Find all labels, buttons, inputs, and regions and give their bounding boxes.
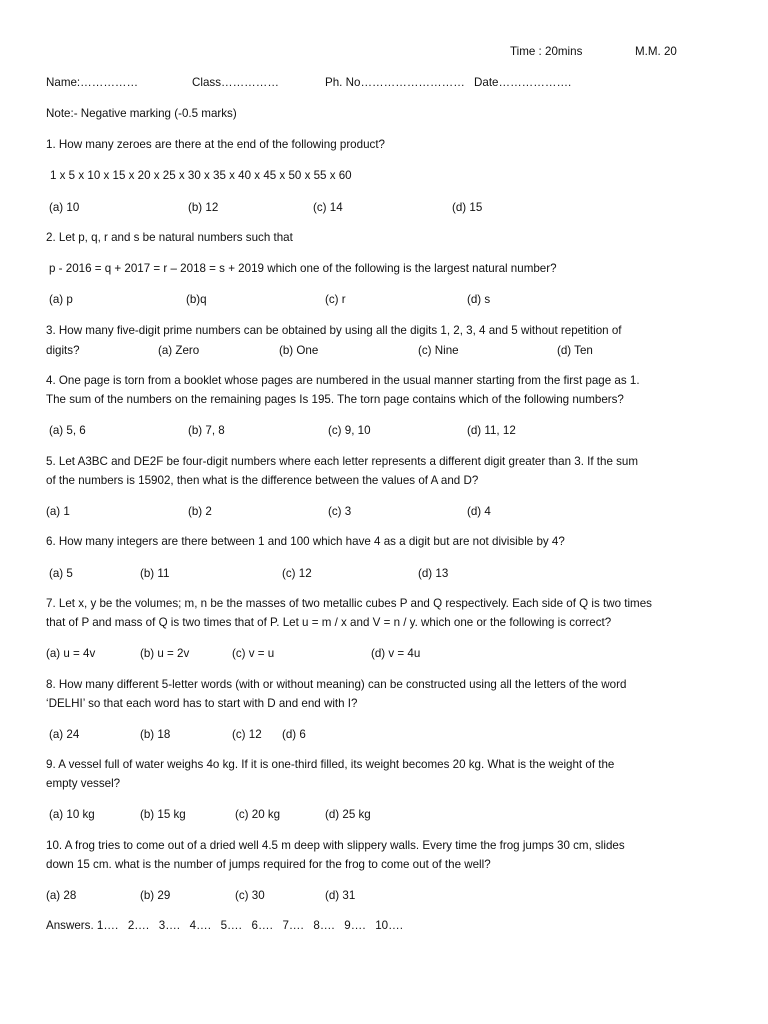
question-2: 2. Let p, q, r and s be natural numbers such that	[46, 231, 293, 244]
q1-option-b: (b) 12	[188, 201, 219, 214]
question-10-line-2: down 15 cm. what is the number of jumps required for the frog to come out of the well?	[46, 858, 491, 871]
q3-option-b: (b) One	[279, 344, 319, 357]
q4-option-b: (b) 7, 8	[188, 424, 225, 437]
question-3-line-2: digits?	[46, 344, 80, 357]
q2-option-c: (c) r	[325, 293, 346, 306]
date-field: Date……………….	[474, 76, 572, 89]
q9-option-d: (d) 25 kg	[325, 808, 371, 821]
q7-option-c: (c) v = u	[232, 647, 275, 660]
q8-option-c: (c) 12	[232, 728, 262, 741]
q3-option-a: (a) Zero	[158, 344, 200, 357]
q5-option-d: (d) 4	[467, 505, 491, 518]
question-9-line-2: empty vessel?	[46, 777, 121, 790]
question-9-line-1: 9. A vessel full of water weighs 4o kg. If it is one-third filled, its weight becomes 20 kg. What is the weight of the	[46, 758, 615, 771]
time-label: Time : 20mins	[510, 45, 583, 58]
q5-option-c: (c) 3	[328, 505, 352, 518]
question-10-line-1: 10. A frog tries to come out of a dried well 4.5 m deep with slippery walls. Every time the frog jumps 30 cm, slides	[46, 839, 625, 852]
question-5-line-1: 5. Let A3BC and DE2F be four-digit numbers where each letter represents a different digit greater than 3. If the sum	[46, 455, 639, 468]
q8-option-a: (a) 24	[49, 728, 80, 741]
q2-option-d: (d) s	[467, 293, 491, 306]
q4-option-a: (a) 5, 6	[49, 424, 86, 437]
q9-option-a: (a) 10 kg	[49, 808, 95, 821]
question-8-line-2: ‘DELHI’ so that each word has to start with D and end with I?	[46, 697, 358, 710]
q9-option-b: (b) 15 kg	[140, 808, 186, 821]
name-field: Name:……………	[46, 76, 139, 89]
question-5-line-2: of the numbers is 15902, then what is the difference between the values of A and D?	[46, 474, 479, 487]
q7-option-a: (a) u = 4v	[46, 647, 96, 660]
question-4-line-2: The sum of the numbers on the remaining pages Is 195. The torn page contains which of the following numbers?	[46, 393, 624, 406]
q6-option-a: (a) 5	[49, 567, 73, 580]
q7-option-b: (b) u = 2v	[140, 647, 190, 660]
question-7-line-1: 7. Let x, y be the volumes; m, n be the masses of two metallic cubes P and Q respectively. Each side of Q is two times	[46, 597, 652, 610]
q1-option-c: (c) 14	[313, 201, 343, 214]
q10-option-d: (d) 31	[325, 889, 356, 902]
q10-option-c: (c) 30	[235, 889, 265, 902]
phone-field: Ph. No………………………	[325, 76, 465, 89]
q1-option-d: (d) 15	[452, 201, 483, 214]
q6-option-c: (c) 12	[282, 567, 312, 580]
q6-option-d: (d) 13	[418, 567, 449, 580]
q4-option-d: (d) 11, 12	[467, 424, 516, 437]
q2-option-b: (b)q	[186, 293, 207, 306]
answers-line: Answers. 1…. 2…. 3…. 4…. 5…. 6…. 7…. 8…. 9…. 10….	[46, 919, 403, 932]
q10-option-a: (a) 28	[46, 889, 77, 902]
q6-option-b: (b) 11	[140, 567, 170, 580]
question-1: 1. How many zeroes are there at the end of the following product?	[46, 138, 385, 151]
q1-option-a: (a) 10	[49, 201, 80, 214]
question-8-line-1: 8. How many different 5-letter words (with or without meaning) can be constructed using all the letters of the word	[46, 678, 627, 691]
note-text: Note:- Negative marking (-0.5 marks)	[46, 107, 237, 120]
q10-option-b: (b) 29	[140, 889, 171, 902]
max-marks-label: M.M. 20	[635, 45, 677, 58]
question-7-line-2: that of P and mass of Q is two times that of P. Let u = m / x and V = n / y. which one or the following is correct?	[46, 616, 612, 629]
question-1-expression: 1 x 5 x 10 x 15 x 20 x 25 x 30 x 35 x 40 x 45 x 50 x 55 x 60	[50, 169, 352, 182]
q5-option-a: (a) 1	[46, 505, 70, 518]
q5-option-b: (b) 2	[188, 505, 212, 518]
q8-option-b: (b) 18	[140, 728, 171, 741]
question-4-line-1: 4. One page is torn from a booklet whose pages are numbered in the usual manner starting from the first page as 1.	[46, 374, 640, 387]
q7-option-d: (d) v = 4u	[371, 647, 421, 660]
question-2-expression: p - 2016 = q + 2017 = r – 2018 = s + 2019 which one of the following is the largest natural number?	[49, 262, 557, 275]
q3-option-d: (d) Ten	[557, 344, 593, 357]
question-3-line-1: 3. How many five-digit prime numbers can be obtained by using all the digits 1, 2, 3, 4 and 5 without repetition of	[46, 324, 622, 337]
q9-option-c: (c) 20 kg	[235, 808, 281, 821]
q4-option-c: (c) 9, 10	[328, 424, 371, 437]
question-6: 6. How many integers are there between 1 and 100 which have 4 as a digit but are not divisible by 4?	[46, 535, 565, 548]
q2-option-a: (a) p	[49, 293, 73, 306]
q8-option-d: (d) 6	[282, 728, 306, 741]
q3-option-c: (c) Nine	[418, 344, 459, 357]
class-field: Class……………	[192, 76, 279, 89]
